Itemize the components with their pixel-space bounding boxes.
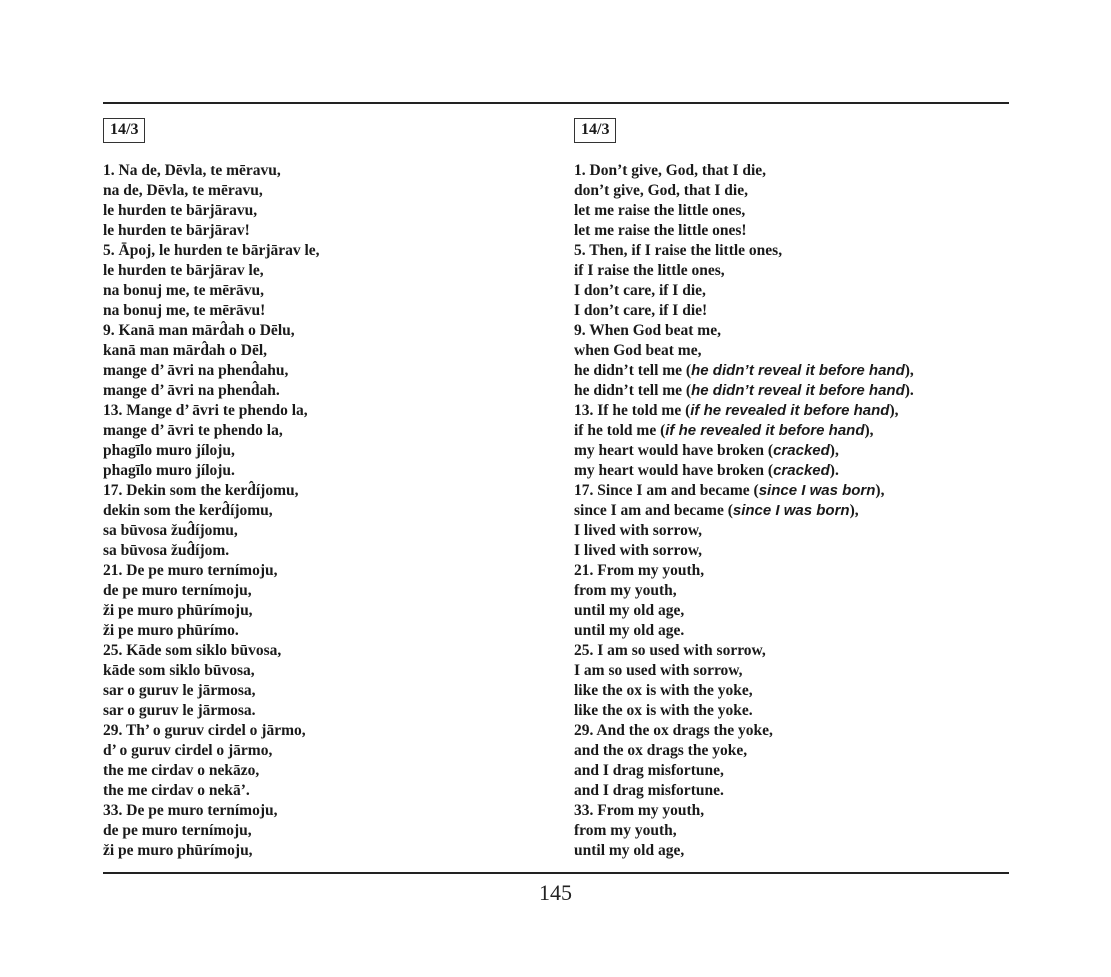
verse-line [574, 441, 1009, 461]
verse-line: 29. Th’ o guruv cirdel o jārmo, [103, 722, 306, 739]
verse-line [574, 281, 1009, 301]
verse-text: until my old age, [574, 842, 685, 859]
verse-text: he didn’t tell me ( [574, 382, 692, 399]
verse-text: I lived with sorrow, [574, 542, 703, 559]
verse-line [574, 221, 1009, 241]
verse-text: my heart would have broken ( [574, 462, 774, 479]
verse-line [574, 541, 1009, 561]
verse-line: 5. Āpoj, le hurden te bārjārav le, [103, 242, 320, 259]
verse-line: dekin som the kerd̂íjomu, [103, 502, 273, 519]
verse-line [574, 361, 1009, 381]
verse-line [574, 261, 1009, 281]
verse-text: like the ox is with the yoke. [574, 702, 753, 719]
page-number: 145 [539, 880, 572, 905]
verse-line [574, 781, 1009, 801]
verse-line [574, 701, 1009, 721]
verse-text-tail: ), [875, 482, 885, 499]
english-column [574, 118, 1009, 861]
verse-text: 25. I am so used with sorrow, [574, 642, 766, 659]
verse-text-tail: ), [829, 442, 839, 459]
verse-text: and I drag misfortune. [574, 782, 724, 799]
verse-line [574, 721, 1009, 741]
verse-text: I lived with sorrow, [574, 522, 703, 539]
verse-text: 33. From my youth, [574, 802, 705, 819]
verse-gloss: since I was born [758, 482, 876, 499]
verse-text: from my youth, [574, 582, 677, 599]
verse-line [574, 201, 1009, 221]
verse-line: mange d’ āvri na phend̂ah. [103, 382, 280, 399]
verse-line: ži pe muro phūrímoju, [103, 602, 253, 619]
verse-line: 9. Kanā man mārd̂ah o Dēlu, [103, 322, 295, 339]
verse-text: until my old age. [574, 622, 685, 639]
verse-line [574, 161, 1009, 181]
verse-line [574, 381, 1009, 401]
verse-line [574, 321, 1009, 341]
verse-line [574, 581, 1009, 601]
verse-gloss: if he revealed it before hand [665, 422, 865, 439]
verse-line [574, 601, 1009, 621]
verse-line: mange d’ āvri na phend̂ahu, [103, 362, 289, 379]
verse-gloss: cracked [773, 442, 830, 459]
verse-text: if he told me ( [574, 422, 666, 439]
verse-text-tail: ), [889, 402, 899, 419]
verse-text: and I drag misfortune, [574, 762, 724, 779]
romani-verse-lines [103, 161, 543, 861]
verse-text: he didn’t tell me ( [574, 362, 692, 379]
verse-gloss: since I was born [732, 502, 850, 519]
verse-text: 29. And the ox drags the yoke, [574, 722, 773, 739]
verse-line [574, 501, 1009, 521]
verse-line [574, 641, 1009, 661]
verse-gloss: he didn’t reveal it before hand [691, 382, 905, 399]
bottom-rule [103, 872, 1009, 874]
verse-line: le hurden te bārjārav! [103, 222, 250, 239]
verse-line: na bonuj me, te mērāvu, [103, 282, 265, 299]
verse-line [574, 821, 1009, 841]
verse-line [574, 341, 1009, 361]
verse-line [574, 621, 1009, 641]
verse-line: the me cirdav o nekā’. [103, 782, 250, 799]
verse-line: 17. Dekin som the kerd̂íjomu, [103, 482, 299, 499]
song-number-box: 14/3 [574, 118, 616, 143]
verse-text: I don’t care, if I die! [574, 302, 708, 319]
verse-text: 5. Then, if I raise the little ones, [574, 242, 783, 259]
verse-text: 9. When God beat me, [574, 322, 721, 339]
english-verse-lines [574, 161, 1009, 861]
verse-text: until my old age, [574, 602, 685, 619]
verse-line: 33. De pe muro ternímoju, [103, 802, 278, 819]
verse-text: 13. If he told me ( [574, 402, 691, 419]
verse-line: 21. De pe muro ternímoju, [103, 562, 278, 579]
verse-text-tail: ). [904, 382, 914, 399]
verse-line: kāde som siklo būvosa, [103, 662, 255, 679]
verse-line: d’ o guruv cirdel o jārmo, [103, 742, 273, 759]
verse-text: from my youth, [574, 822, 677, 839]
verse-text: don’t give, God, that I die, [574, 182, 748, 199]
verse-line: sar o guruv le jārmosa. [103, 702, 256, 719]
verse-line: le hurden te bārjārav le, [103, 262, 264, 279]
verse-text: since I am and became ( [574, 502, 733, 519]
verse-line: 13. Mange d’ āvri te phendo la, [103, 402, 308, 419]
verse-line: na bonuj me, te mērāvu! [103, 302, 266, 319]
verse-line: kanā man mārd̂ah o Dēl, [103, 342, 268, 359]
song-number-box: 14/3 [103, 118, 145, 143]
verse-line [574, 461, 1009, 481]
verse-line: sa būvosa žud̂íjom. [103, 542, 230, 559]
verse-line: phagīlo muro jíloju, [103, 442, 235, 459]
verse-line [574, 801, 1009, 821]
verse-line: sar o guruv le jārmosa, [103, 682, 256, 699]
verse-line: le hurden te bārjāravu, [103, 202, 258, 219]
verse-line [574, 741, 1009, 761]
verse-line [574, 421, 1009, 441]
verse-line: the me cirdav o nekāzo, [103, 762, 260, 779]
verse-line [574, 841, 1009, 861]
verse-text-tail: ), [904, 362, 914, 379]
verse-line [574, 661, 1009, 681]
verse-line [574, 521, 1009, 541]
verse-text: and the ox drags the yoke, [574, 742, 748, 759]
verse-line: ži pe muro phūrímo. [103, 622, 239, 639]
verse-text: like the ox is with the yoke, [574, 682, 753, 699]
verse-line [574, 681, 1009, 701]
verse-gloss: he didn’t reveal it before hand [691, 362, 905, 379]
verse-line: na de, Dēvla, te mēravu, [103, 182, 263, 199]
verse-text: my heart would have broken ( [574, 442, 774, 459]
verse-text: I don’t care, if I die, [574, 282, 706, 299]
verse-line: de pe muro ternímoju, [103, 582, 252, 599]
verse-text-tail: ). [829, 462, 839, 479]
verse-text: let me raise the little ones, [574, 202, 746, 219]
verse-text: let me raise the little ones! [574, 222, 747, 239]
verse-line: ži pe muro phūrímoju, [103, 842, 253, 859]
verse-gloss: if he revealed it before hand [690, 402, 890, 419]
verse-text: 17. Since I am and became ( [574, 482, 759, 499]
verse-line [574, 481, 1009, 501]
verse-gloss: cracked [773, 462, 830, 479]
verse-line: de pe muro ternímoju, [103, 822, 252, 839]
verse-text-tail: ), [864, 422, 874, 439]
verse-line [574, 561, 1009, 581]
romani-column [103, 118, 543, 861]
top-rule [103, 102, 1009, 104]
verse-line: sa būvosa žud̂íjomu, [103, 522, 238, 539]
verse-line: mange d’ āvri te phendo la, [103, 422, 283, 439]
verse-line [574, 241, 1009, 261]
verse-line: 1. Na de, Dēvla, te mēravu, [103, 162, 281, 179]
verse-text: I am so used with sorrow, [574, 662, 743, 679]
verse-text: if I raise the little ones, [574, 262, 725, 279]
verse-text-tail: ), [849, 502, 859, 519]
verse-text: when God beat me, [574, 342, 702, 359]
verse-line [574, 401, 1009, 421]
verse-text: 21. From my youth, [574, 562, 705, 579]
verse-text: 1. Don’t give, God, that I die, [574, 162, 767, 179]
verse-line: 25. Kāde som siklo būvosa, [103, 642, 282, 659]
verse-line [574, 301, 1009, 321]
verse-line [574, 181, 1009, 201]
verse-line [574, 761, 1009, 781]
verse-line: phagīlo muro jíloju. [103, 462, 235, 479]
